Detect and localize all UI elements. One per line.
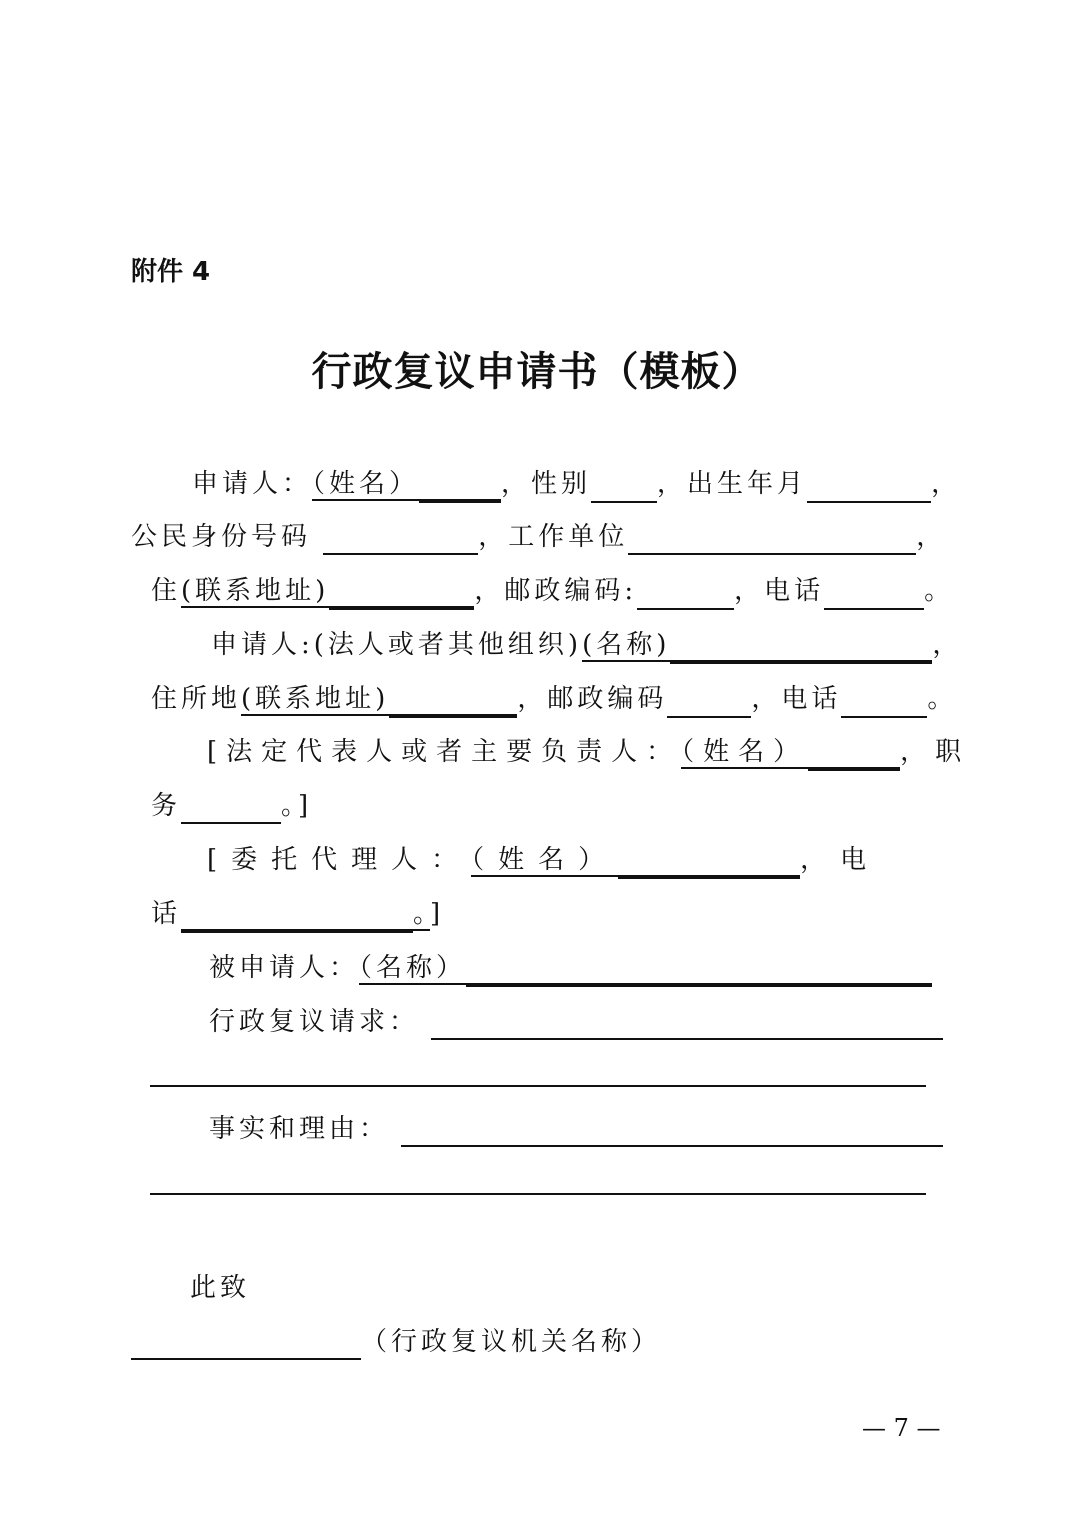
row-end-punct: ，	[932, 630, 963, 660]
agent-phone-row	[151, 896, 444, 932]
org-address-blank	[389, 686, 517, 718]
work-unit-field[interactable]	[628, 523, 916, 555]
position-label-part2: 务	[151, 791, 182, 821]
position-row	[151, 788, 312, 824]
agent-name-placeholder: （姓名）	[471, 845, 619, 875]
recipient-label: （行政复议机关名称）	[361, 1327, 662, 1357]
row-end-punct: ，	[931, 469, 962, 499]
gender-field[interactable]	[591, 471, 657, 503]
applicant-label: 申请人：	[192, 469, 313, 499]
domicile-label: 住所地	[151, 684, 242, 714]
respondent-label: 被申请人：	[209, 953, 360, 983]
legal-rep-row	[207, 734, 970, 770]
row-end-punct: 。]	[281, 791, 313, 821]
applicant-row	[192, 466, 961, 502]
address-blank	[329, 578, 474, 610]
agent-phone-label-part2: 话	[151, 899, 182, 929]
legal-rep-name-placeholder: （姓名）	[681, 737, 809, 767]
recipient-field[interactable]	[131, 1328, 361, 1360]
row-end-punct: ，	[916, 522, 947, 552]
position-label-part1: ，职	[900, 737, 971, 767]
id-number-field[interactable]	[323, 523, 478, 555]
agent-row	[207, 842, 880, 878]
org-postal-code-field[interactable]	[667, 686, 751, 718]
applicant-name-blank	[419, 471, 501, 503]
org-address-row	[151, 681, 957, 717]
respondent-name-placeholder: （名称）	[359, 953, 467, 983]
agent-phone-field[interactable]	[181, 899, 430, 931]
closing-text: 此致	[190, 1273, 251, 1303]
facts-reasons-label: 事实和理由：	[209, 1114, 390, 1144]
respondent-name-blank	[466, 955, 932, 987]
birth-field[interactable]	[807, 471, 931, 503]
legal-rep-name-field[interactable]	[681, 737, 900, 769]
agent-phone-label-part1: ，电	[800, 845, 881, 875]
birth-label: ，出生年月	[657, 469, 808, 499]
row-end-punct: 。	[924, 576, 955, 606]
applicant-name-placeholder: （姓名）	[312, 469, 420, 499]
page-title: 行政复议申请书（模板）	[311, 348, 763, 395]
phone-field[interactable]	[824, 578, 924, 610]
facts-reasons-extra-line[interactable]	[150, 1193, 926, 1195]
respondent-name-field[interactable]	[359, 953, 932, 985]
org-postal-code-label: ，邮政编码	[517, 684, 668, 714]
legal-rep-label: [法定代表人或者主要负责人：	[207, 737, 682, 767]
address-field[interactable]	[181, 576, 474, 608]
address-placeholder: (联系地址)	[181, 576, 330, 606]
id-row	[131, 519, 946, 555]
review-request-field[interactable]	[431, 1008, 943, 1040]
review-request-label: 行政复议请求：	[209, 1007, 420, 1037]
recipient-row	[131, 1324, 661, 1360]
position-field[interactable]	[181, 792, 281, 824]
facts-row	[209, 1111, 943, 1147]
agent-phone-period: 。	[413, 899, 431, 929]
org-name-placeholder: (名称)	[582, 630, 671, 660]
gender-label: ，性别	[501, 469, 592, 499]
residence-label: 住	[151, 576, 182, 606]
postal-code-label: ，邮政编码:	[474, 576, 638, 606]
org-address-placeholder: (联系地址)	[241, 684, 390, 714]
facts-reasons-field[interactable]	[401, 1115, 943, 1147]
agent-name-field[interactable]	[471, 845, 800, 877]
applicant-name-field[interactable]	[312, 469, 501, 501]
org-name-field[interactable]	[582, 630, 932, 662]
agent-label: [委托代理人：	[207, 845, 472, 875]
postal-code-field[interactable]	[637, 578, 734, 610]
attachment-label: 附件 4	[131, 257, 211, 287]
org-applicant-label: 申请人:(法人或者其他组织)	[211, 630, 583, 660]
id-number-label: 公民身份号码	[131, 522, 312, 552]
org-phone-field[interactable]	[841, 686, 927, 718]
request-row	[209, 1004, 943, 1040]
agent-phone-blank	[181, 901, 413, 933]
org-address-field[interactable]	[241, 684, 517, 716]
page-number: — 7 —	[862, 1414, 941, 1442]
org-name-blank	[670, 632, 932, 664]
agent-name-blank	[618, 847, 800, 879]
row-end-punct: ]	[430, 899, 445, 929]
respondent-row	[209, 950, 932, 986]
org-applicant-row	[211, 627, 962, 663]
review-request-extra-line[interactable]	[150, 1085, 926, 1087]
phone-label: ，电话	[734, 576, 825, 606]
address-row	[151, 573, 954, 609]
org-phone-label: ，电话	[751, 684, 842, 714]
work-unit-label: ，工作单位	[478, 522, 629, 552]
legal-rep-name-blank	[808, 739, 900, 771]
row-end-punct: 。	[927, 684, 958, 714]
